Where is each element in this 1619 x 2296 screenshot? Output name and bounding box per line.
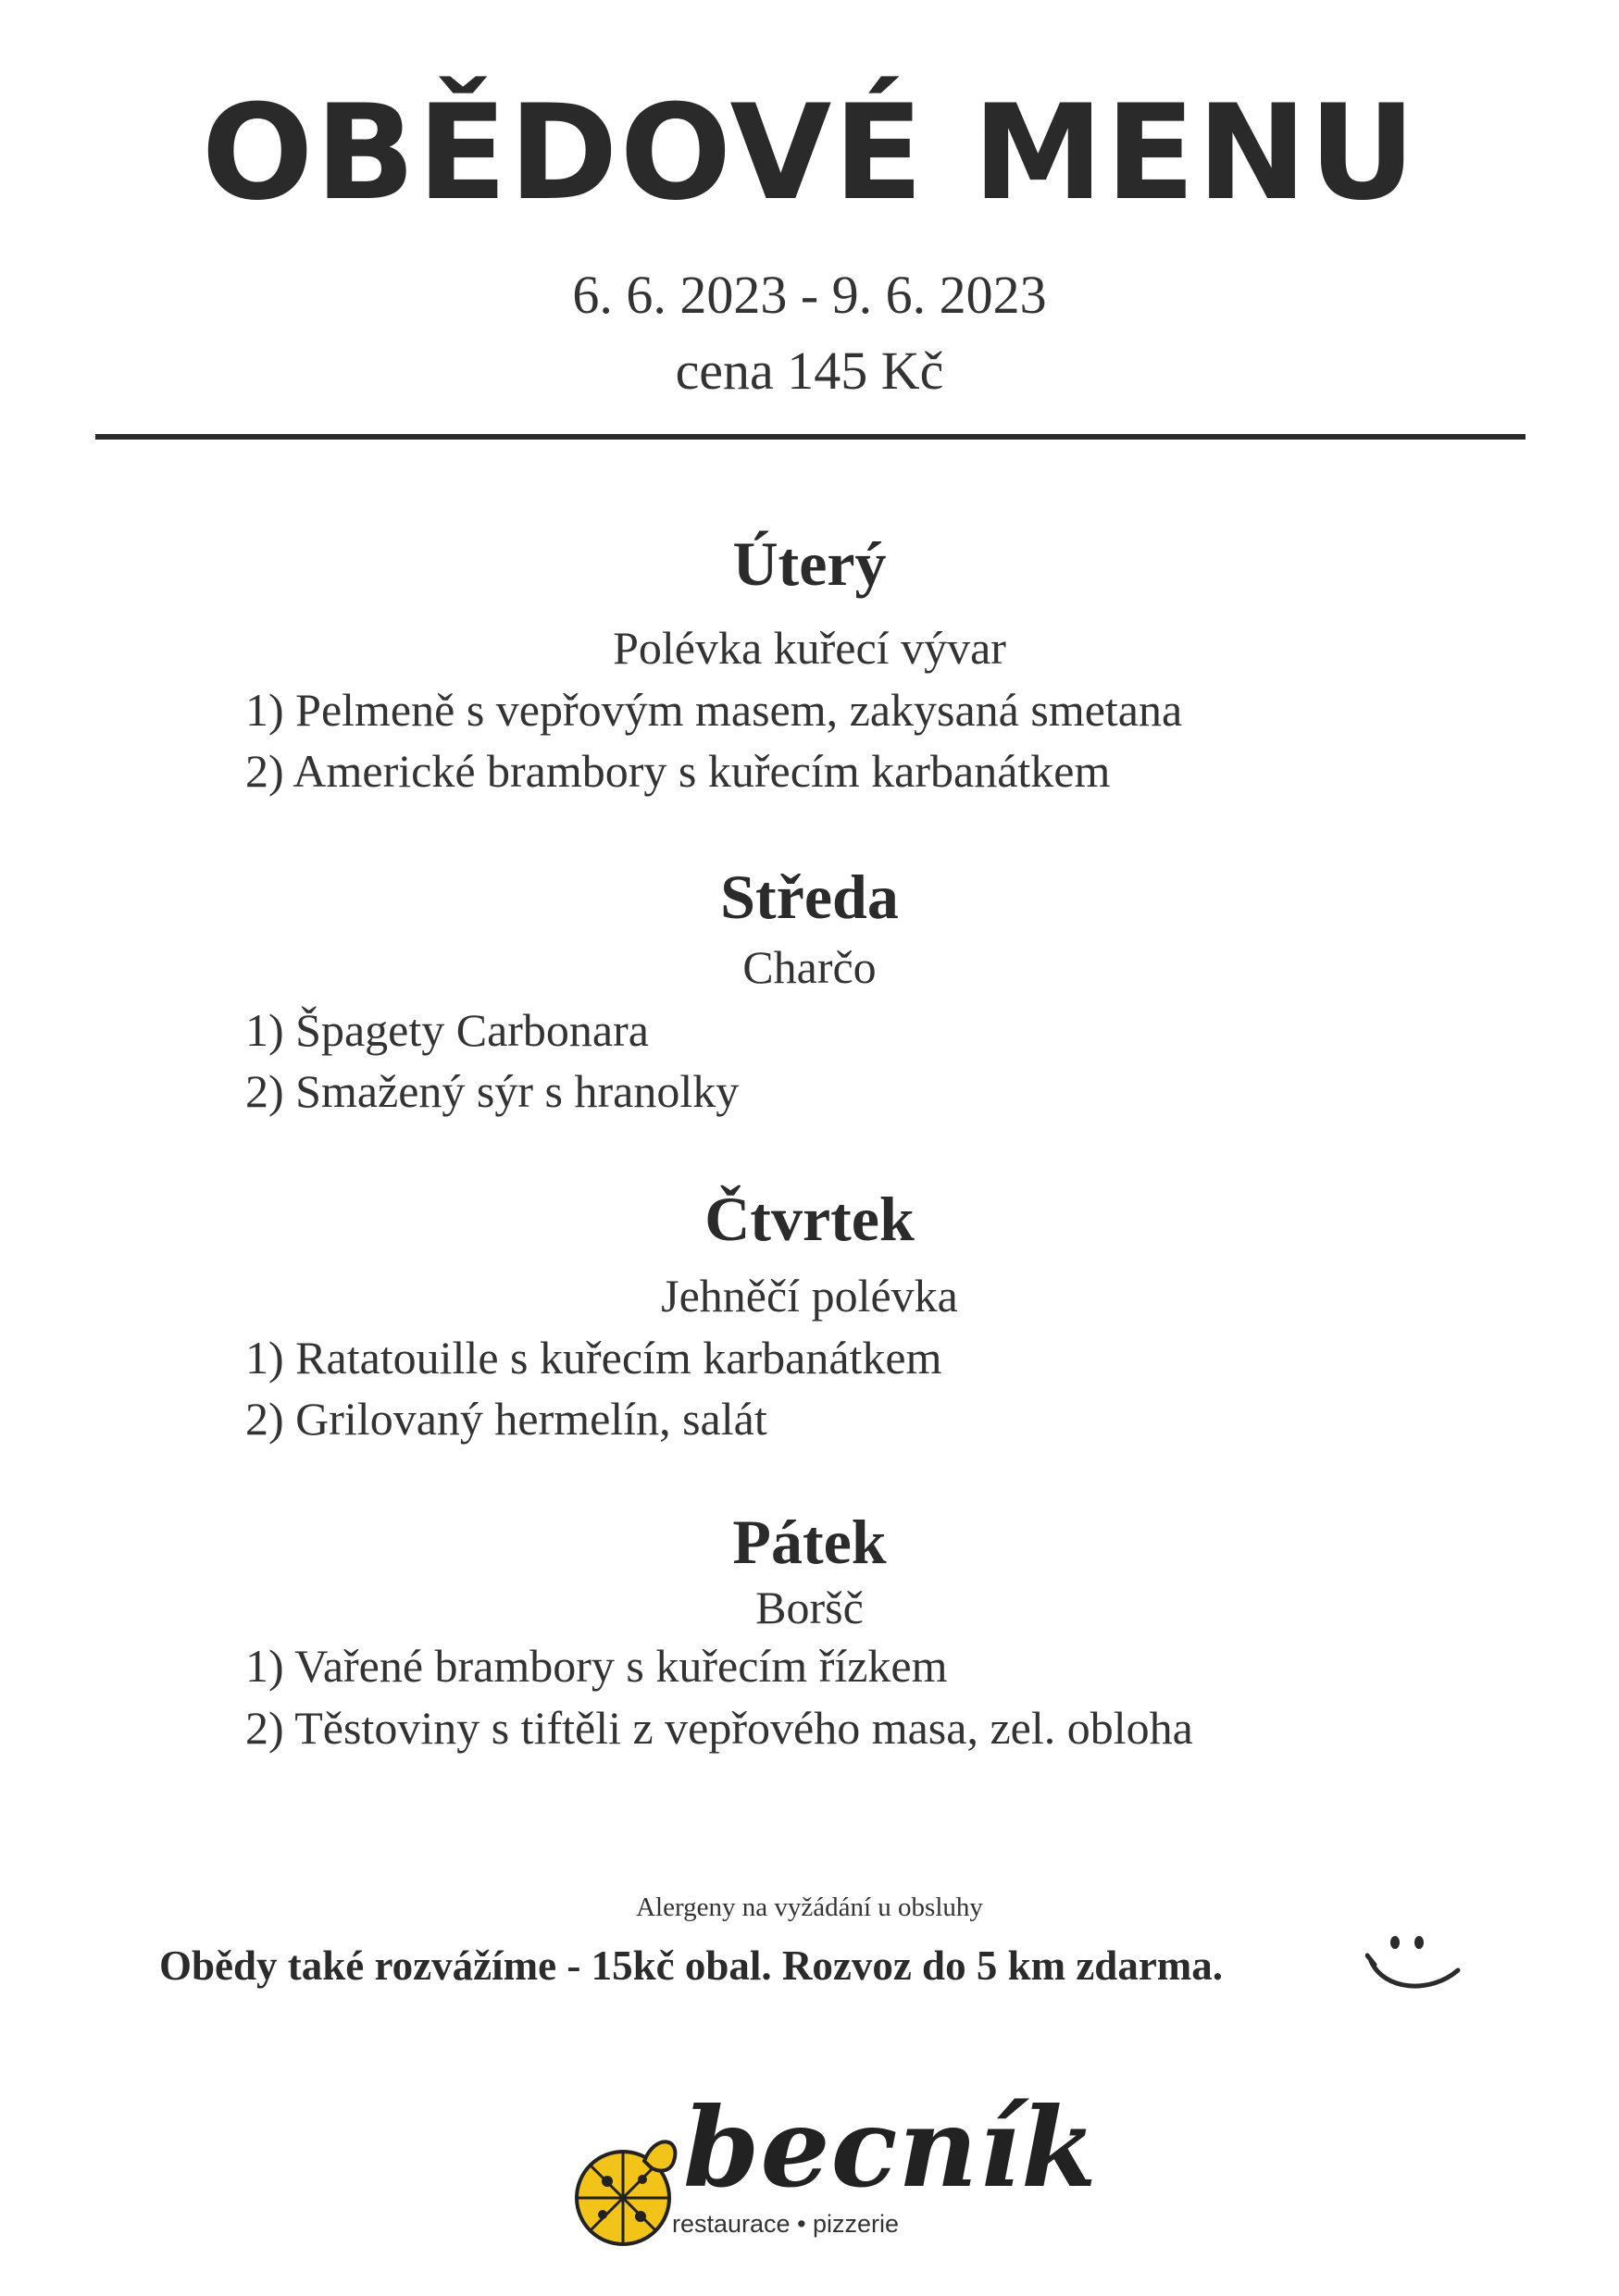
day-heading-thursday: Čtvrtek <box>704 1184 915 1254</box>
menu-item: 1) Ratatouille s kuřecím karbanátkem <box>245 1332 942 1384</box>
day-heading-wednesday: Středa <box>720 862 899 932</box>
menu-item: 2) Těstoviny s tiftěli z vepřového masa, zel. obloha <box>245 1702 1193 1754</box>
pizza-icon <box>572 2133 683 2253</box>
menu-item: 1) Vařené brambory s kuřecím řízkem <box>245 1640 948 1692</box>
soup-tuesday: Polévka kuřecí vývar <box>613 622 1006 674</box>
logo-subtitle: restaurace • pizzerie <box>672 2210 900 2238</box>
day-heading-tuesday: Úterý <box>732 528 887 599</box>
day-heading-friday: Pátek <box>732 1507 887 1577</box>
delivery-note: Obědy také rozvážíme - 15kč obal. Rozvoz do 5 km zdarma. <box>159 1942 1224 1989</box>
menu-item: 2) Americké brambory s kuřecím karbanátkem <box>245 745 1111 797</box>
date-range: 6. 6. 2023 - 9. 6. 2023 <box>572 265 1047 325</box>
logo-wordmark: becník <box>683 2083 1098 2212</box>
menu-item: 1) Špagety Carbonara <box>245 1004 649 1056</box>
smiley-icon <box>1365 1930 1467 1994</box>
allergen-note: Alergeny na vyžádání u obsluhy <box>636 1893 983 1922</box>
soup-friday: Boršč <box>755 1582 864 1633</box>
soup-thursday: Jehněčí polévka <box>661 1270 958 1322</box>
menu-item: 1) Pelmeně s vepřovým masem, zakysaná smetana <box>245 684 1183 736</box>
header-divider <box>95 434 1526 440</box>
menu-price: cena 145 Kč <box>675 341 944 401</box>
page-title: OBĚDOVÉ MENU <box>201 77 1418 230</box>
menu-item: 2) Smažený sýr s hranolky <box>245 1065 740 1117</box>
soup-wednesday: Charčo <box>742 941 877 993</box>
menu-item: 2) Grilovaný hermelín, salát <box>245 1393 767 1445</box>
